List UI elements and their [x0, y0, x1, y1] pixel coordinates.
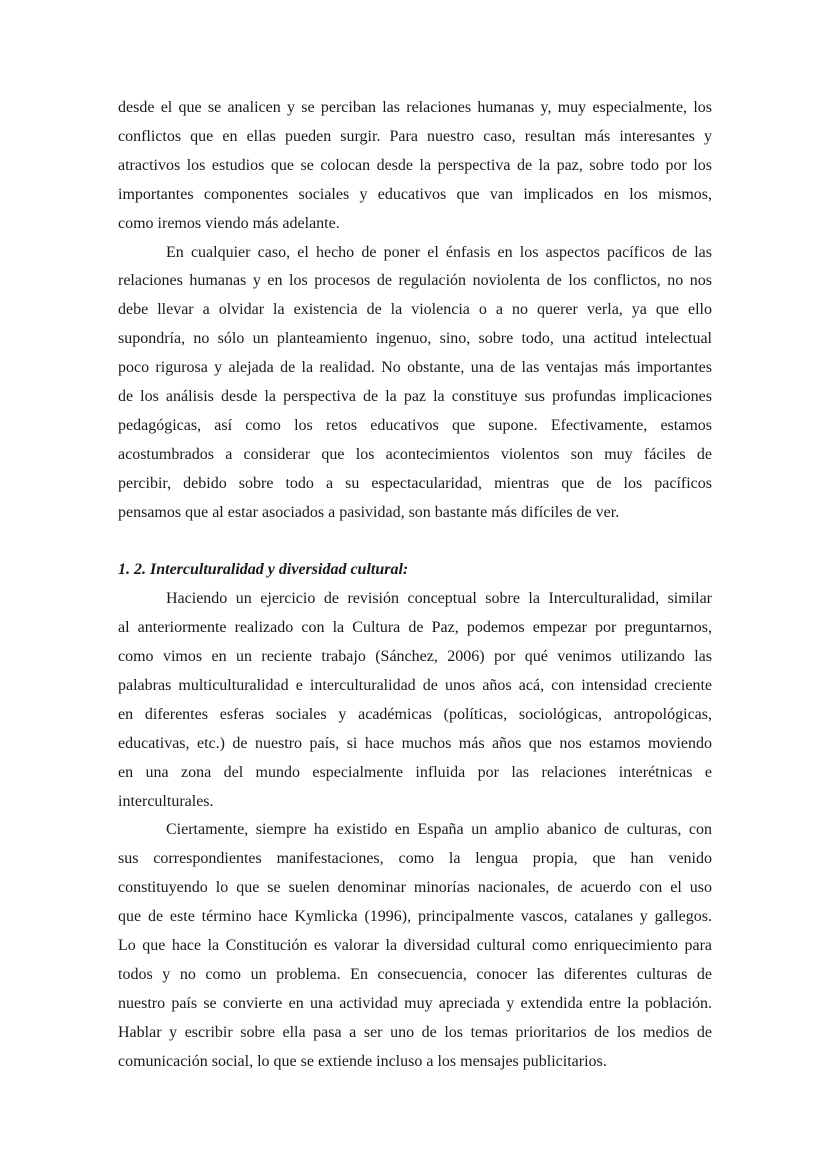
paragraph-line: que de este término hace Kymlicka (1996), principalmente vascos, catalanes y gallegos. [118, 908, 712, 925]
paragraph-line: Ciertamente, siempre ha existido en España un amplio abanico de culturas, con [166, 821, 712, 838]
paragraph-line: relaciones humanas y en los procesos de regulación noviolenta de los conflictos, no nos [118, 272, 712, 289]
paragraph-line: educativas, etc.) de nuestro país, si hace muchos más años que nos estamos moviendo [118, 735, 712, 752]
paragraph-line: en una zona del mundo especialmente influida por las relaciones interétnicas e [118, 764, 712, 781]
paragraph-line: conflictos que en ellas pueden surgir. Para nuestro caso, resultan más interesantes y [118, 128, 712, 145]
paragraph-line: poco rigurosa y alejada de la realidad. No obstante, una de las ventajas más importantes [118, 359, 712, 376]
paragraph-line: de los análisis desde la perspectiva de la paz la constituye sus profundas implicaciones [118, 388, 712, 405]
paragraph-line: todos y no como un problema. En consecuencia, conocer las diferentes culturas de [118, 966, 712, 983]
paragraph-line: interculturales. [118, 793, 214, 810]
paragraph-line: Hablar y escribir sobre ella pasa a ser uno de los temas prioritarios de los medios de [118, 1024, 712, 1041]
paragraph-line: En cualquier caso, el hecho de poner el énfasis en los aspectos pacíficos de las [166, 244, 712, 261]
paragraph-line: como vimos en un reciente trabajo (Sánchez, 2006) por qué venimos utilizando las [118, 648, 712, 665]
paragraph-line: al anteriormente realizado con la Cultura de Paz, podemos empezar por preguntarnos, [118, 619, 712, 636]
paragraph-line: en diferentes esferas sociales y académicas (políticas, sociológicas, antropológicas, [118, 706, 712, 723]
paragraph-line: Haciendo un ejercicio de revisión conceptual sobre la Interculturalidad, similar [166, 590, 712, 607]
paragraph-line: supondría, no sólo un planteamiento ingenuo, sino, sobre todo, una actitud intelectual [118, 330, 712, 347]
paragraph-line: Lo que hace la Constitución es valorar la diversidad cultural como enriquecimiento para [118, 937, 712, 954]
paragraph-line: desde el que se analicen y se perciban las relaciones humanas y, muy especialmente, los [118, 99, 712, 116]
paragraph-line: comunicación social, lo que se extiende incluso a los mensajes publicitarios. [118, 1053, 607, 1070]
paragraph-line: constituyendo lo que se suelen denominar minorías nacionales, de acuerdo con el uso [118, 879, 712, 896]
paragraph-line: nuestro país se convierte en una actividad muy apreciada y extendida entre la población. [118, 995, 712, 1012]
paragraph-line: pedagógicas, así como los retos educativos que supone. Efectivamente, estamos [118, 417, 712, 434]
paragraph-line: debe llevar a olvidar la existencia de la violencia o a no querer verla, ya que ello [118, 301, 712, 318]
section-heading: 1. 2. Interculturalidad y diversidad cultural: [118, 561, 409, 578]
paragraph-line: percibir, debido sobre todo a su espectacularidad, mientras que de los pacíficos [118, 475, 712, 492]
paragraph-line: pensamos que al estar asociados a pasividad, son bastante más difíciles de ver. [118, 504, 620, 521]
paragraph-line: sus correspondientes manifestaciones, como la lengua propia, que han venido [118, 850, 712, 867]
paragraph-line: palabras multiculturalidad e interculturalidad de unos años acá, con intensidad creciente [118, 677, 712, 694]
paragraph-line: importantes componentes sociales y educativos que van implicados en los mismos, [118, 186, 712, 203]
paragraph-line: atractivos los estudios que se colocan desde la perspectiva de la paz, sobre todo por los [118, 157, 712, 174]
paragraph-line: acostumbrados a considerar que los acontecimientos violentos son muy fáciles de [118, 446, 712, 463]
paragraph-line: como iremos viendo más adelante. [118, 215, 340, 232]
